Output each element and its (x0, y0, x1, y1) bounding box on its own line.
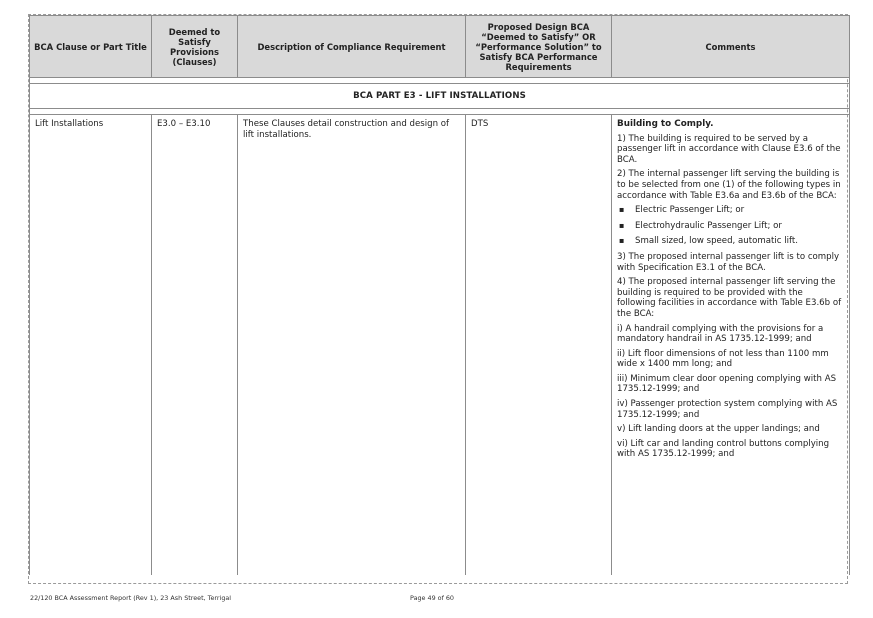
dts-clauses-cell: E3.0 – E3.10 (152, 115, 238, 575)
header-dts-provisions: Deemed to Satisfy Provisions (Clauses) (152, 16, 238, 78)
header-proposed-design: Proposed Design BCA “Deemed to Satisfy” OR “Performance Solution” to Satisfy BCA Performance Requirements (466, 16, 612, 78)
comment-paragraph: 1) The building is required to be served by a passenger lift in accordance with Clause E3.6 of the BCA. (617, 133, 841, 165)
comments-cell (612, 115, 850, 575)
comment-paragraph: 2) The internal passenger lift serving the building is to be selected from one (1) of the following types in accordance with Table E3.6a and E3.6b of the BCA: (617, 169, 841, 201)
footer-report-reference: 22/120 BCA Assessment Report (Rev 1), 23 Ash Street, Terrigal (30, 594, 232, 602)
comment-paragraph: 4) The proposed internal passenger lift serving the building is required to be provided with the following facilities in accordance with Table E3.6b of the BCA: (617, 277, 842, 319)
list-item (617, 221, 844, 232)
list-item-text: Electric Passenger Lift; or (635, 205, 745, 216)
document-page (28, 14, 848, 584)
header-comments: Comments (612, 16, 850, 78)
lift-type-list (617, 205, 844, 247)
bullet-icon: ▪ (619, 236, 625, 246)
proposed-design-cell: DTS (466, 115, 612, 575)
list-item (617, 236, 844, 247)
comment-paragraph: ii) Lift floor dimensions of not less than 1100 mm wide x 1400 mm long; and (617, 348, 829, 370)
comments-heading: Building to Comply. (617, 119, 714, 129)
header-description: Description of Compliance Requirement (238, 16, 466, 78)
footer-page-number: Page 49 of 60 (410, 594, 454, 602)
description-cell: These Clauses detail construction and design of lift installations. (238, 115, 466, 575)
comment-paragraph: iii) Minimum clear door opening complying with AS 1735.12-1999; and (617, 373, 837, 395)
table-row (30, 115, 850, 575)
header-clause-title: BCA Clause or Part Title (30, 16, 152, 78)
table-header-row (30, 16, 850, 78)
section-row (30, 84, 850, 109)
comment-paragraph: i) A handrail complying with the provisions for a mandatory handrail in AS 1735.12-1999; and (617, 323, 824, 345)
bullet-icon: ▪ (619, 220, 625, 230)
comment-paragraph: vi) Lift car and landing control buttons complying with AS 1735.12-1999; and (617, 438, 830, 460)
section-title: BCA PART E3 - LIFT INSTALLATIONS (30, 84, 850, 109)
bca-compliance-table (29, 15, 850, 575)
clause-title-cell: Lift Installations (30, 115, 152, 575)
comment-paragraph: v) Lift landing doors at the upper landings; and (617, 424, 820, 435)
list-item-text: Small sized, low speed, automatic lift. (635, 236, 798, 247)
list-item-text: Electrohydraulic Passenger Lift; or (635, 220, 782, 231)
list-item (617, 205, 844, 216)
bullet-icon: ▪ (619, 205, 625, 215)
comment-paragraph: 3) The proposed internal passenger lift is to comply with Specification E3.1 of the BCA. (617, 251, 840, 273)
comment-paragraph: iv) Passenger protection system complying with AS 1735.12-1999; and (617, 399, 838, 420)
